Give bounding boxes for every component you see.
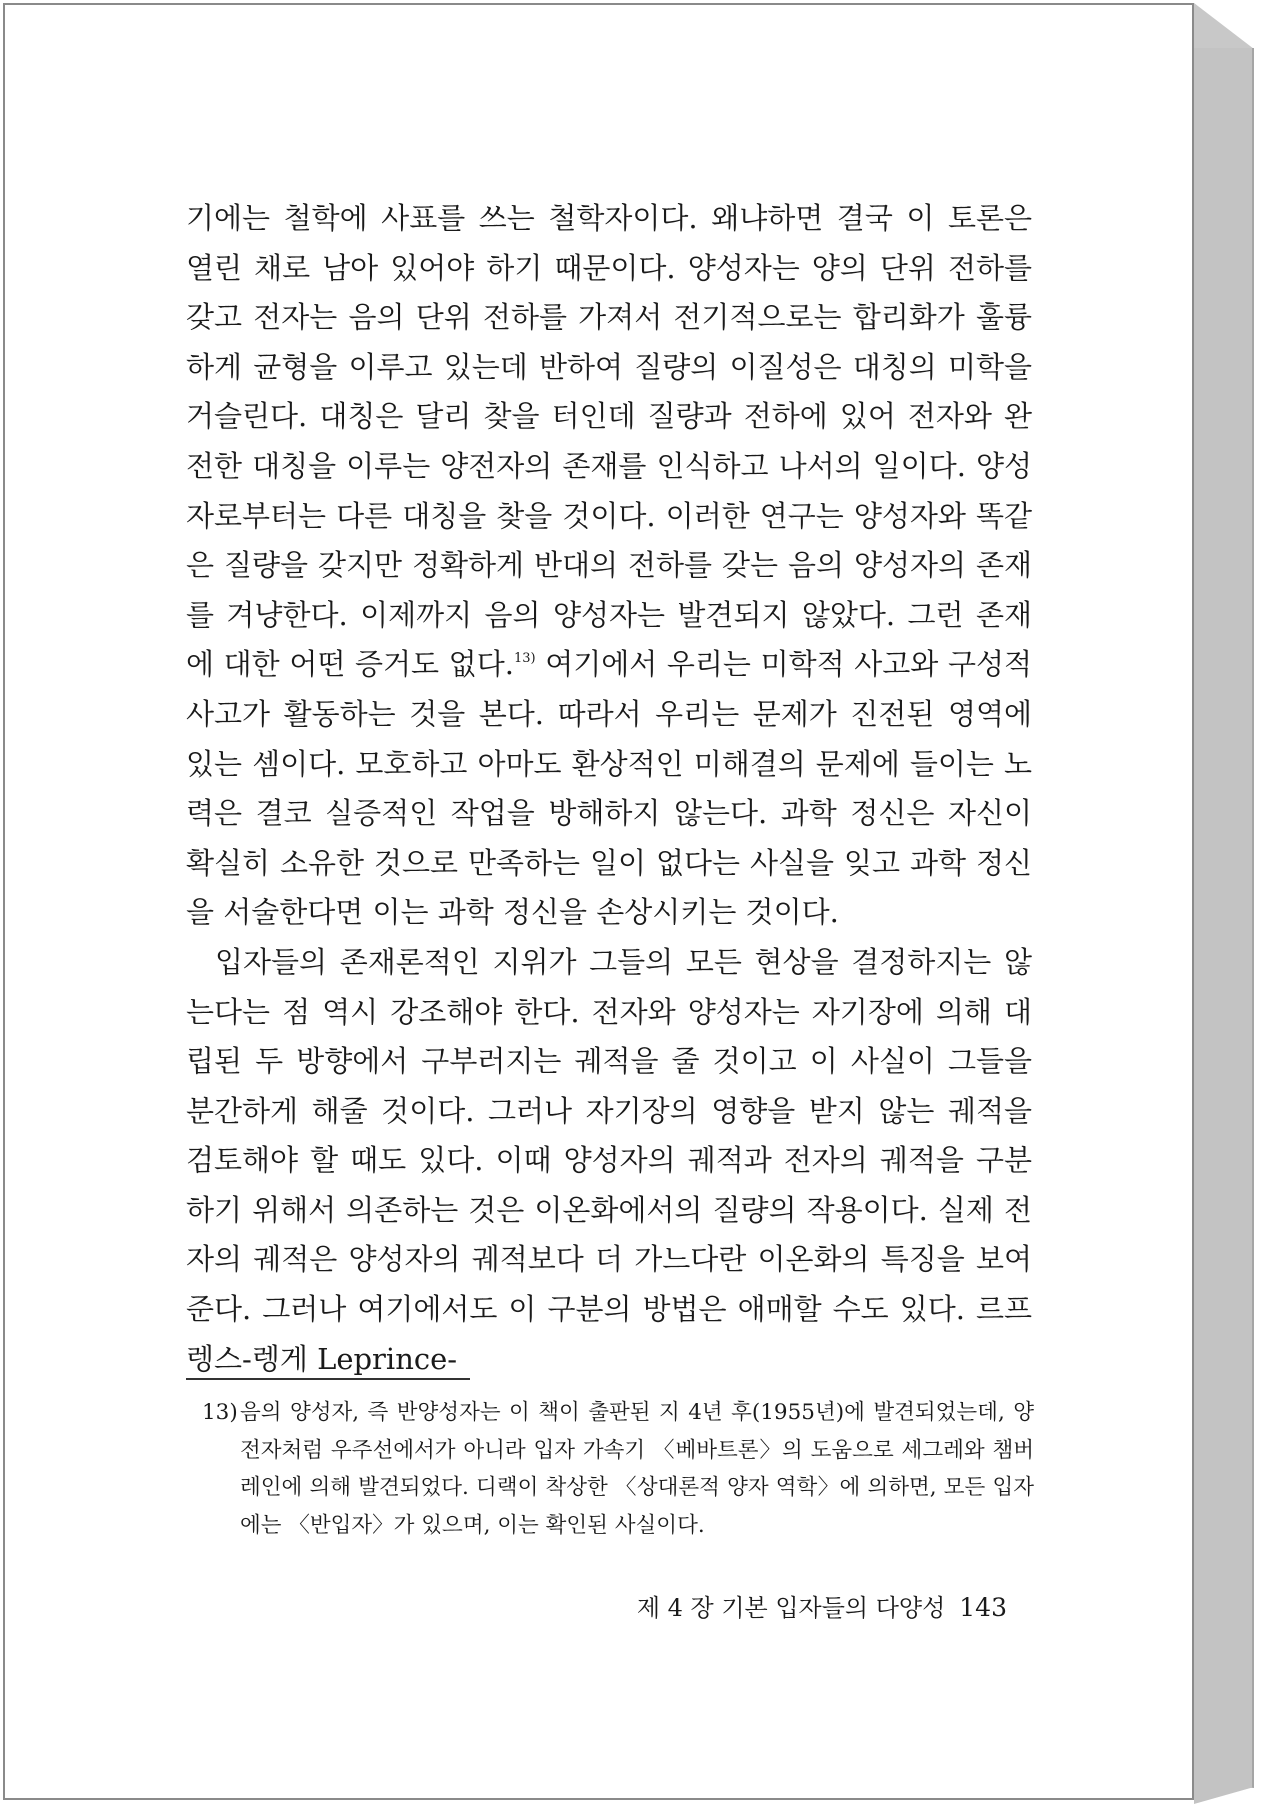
paragraph-2: 입자들의 존재론적인 지위가 그들의 모든 현상을 결정하지는 않는다는 점 역시 강조해야 한다. 전자와 양성자는 자기장에 의해 대립된 두 방향에서 구부러지는 궤적을 줄 것이고 이 사실이 그들을 분간하게 해줄 것이다. 그러나 자기장의 영향을 받지 않는 궤적을 검토해야 할 때도 있다. 이때 양성자의 궤적과 전자의 궤적을 구분하기 위해서 의존하는 것은 이온화에서의 질량의 작용이다. 실제 전자의 궤적은 양성자의 궤적보다 더 가느다란 이온화의 특징을 보여준다. 그러나 여기에서도 이 구분의 방법은 애매할 수도 있다. 르프렝스-렝게 Leprince-	[186, 944, 1032, 1376]
footnote-text: 음의 양성자, 즉 반양성자는 이 책이 출판된 지 4년 후(1955년)에 발견되었는데, 양전자처럼 우주선에서가 아니라 입자 가속기 〈베바트론〉의 도움으로 세그레와 챔버레인에 의해 발견되었다. 디랙이 착상한 〈상대론적 양자 역학〉에 의하면, 모든 입자에는 〈반입자〉가 있으며, 이는 확인된 사실이다.	[240, 1400, 1034, 1538]
page-edge-shadow-bottom	[1194, 1787, 1254, 1804]
paragraph-1-text-b: 여기에서 우리는 미학적 사고와 구성적 사고가 활동하는 것을 본다. 따라서 우리는 문제가 진전된 영역에 있는 셈이다. 모호하고 아마도 환상적인 미해결의 문제에 들이는 노력은 결코 실증적인 작업을 방해하지 않는다. 과학 정신은 자신이 확실히 소유한 것으로 만족하는 일이 없다는 사실을 잊고 과학 정신을 서술한다면 이는 과학 정신을 손상시키는 것이다.	[186, 647, 1032, 930]
footnote	[202, 1394, 1034, 1544]
running-footer	[637, 1590, 1007, 1626]
footnote-number: 13)	[202, 1400, 238, 1425]
paragraph-1-text-a: 기에는 철학에 사표를 쓰는 철학자이다. 왜냐하면 결국 이 토론은 열린 채로 남아 있어야 하기 때문이다. 양성자는 양의 단위 전하를 갖고 전자는 음의 단위 전하를 가져서 전기적으로는 합리화가 훌륭하게 균형을 이루고 있는데 반하여 질량의 이질성은 대칭의 미학을 거슬린다. 대칭은 달리 찾을 터인데 질량과 전하에 있어 전자와 완전한 대칭을 이루는 양전자의 존재를 인식하고 나서의 일이다. 양성자로부터는 다른 대칭을 찾을 것이다. 이러한 연구는 양성자와 똑같은 질량을 갖지만 정확하게 반대의 전하를 갖는 음의 양성자의 존재를 겨냥한다. 이제까지 음의 양성자는 발견되지 않았다. 그런 존재에 대한 어떤 증거도 없다.	[186, 201, 1032, 682]
chapter-title: 제 4 장 기본 입자들의 다양성	[636, 1594, 946, 1622]
footnote-reference[interactable]: 13)	[513, 651, 536, 667]
page-number: 143	[959, 1593, 1007, 1622]
footnote-divider	[186, 1378, 470, 1380]
paragraph-1	[186, 194, 1032, 938]
page-edge-shadow-top	[1194, 3, 1254, 49]
page-edge-shadow	[1194, 48, 1254, 1788]
main-body-text	[186, 194, 1032, 1384]
